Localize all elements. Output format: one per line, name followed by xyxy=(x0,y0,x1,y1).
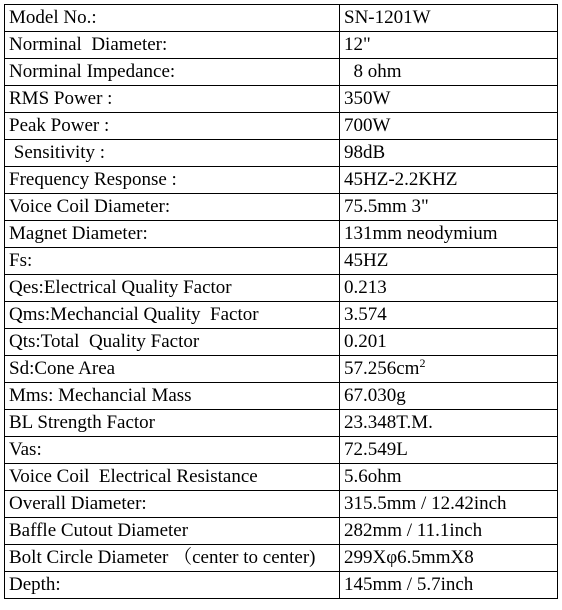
spec-value: 131mm neodymium xyxy=(340,221,558,248)
table-row xyxy=(5,86,558,113)
spec-value: 0.201 xyxy=(340,329,558,356)
spec-value: 350W xyxy=(340,86,558,113)
table-row xyxy=(5,32,558,59)
table-row xyxy=(5,545,558,572)
spec-value: 67.030g xyxy=(340,383,558,410)
table-row xyxy=(5,410,558,437)
spec-value: 23.348T.M. xyxy=(340,410,558,437)
spec-label: Magnet Diameter: xyxy=(5,221,340,248)
table-row xyxy=(5,5,558,32)
spec-label: Baffle Cutout Diameter xyxy=(5,518,340,545)
spec-table-body xyxy=(5,5,558,599)
spec-label: Model No.: xyxy=(5,5,340,32)
spec-value: 75.5mm 3" xyxy=(340,194,558,221)
spec-value: 5.6ohm xyxy=(340,464,558,491)
spec-value: 98dB xyxy=(340,140,558,167)
spec-value: SN-1201W xyxy=(340,5,558,32)
table-row xyxy=(5,248,558,275)
spec-label: Norminal Diameter: xyxy=(5,32,340,59)
spec-label: Vas: xyxy=(5,437,340,464)
spec-label: Qts:Total Quality Factor xyxy=(5,329,340,356)
spec-label: Bolt Circle Diameter （center to center) xyxy=(5,545,340,572)
spec-table xyxy=(4,4,558,599)
spec-label: RMS Power : xyxy=(5,86,340,113)
table-row xyxy=(5,437,558,464)
spec-value: 145mm / 5.7inch xyxy=(340,572,558,599)
spec-label: BL Strength Factor xyxy=(5,410,340,437)
table-row xyxy=(5,221,558,248)
table-row xyxy=(5,302,558,329)
spec-label: Voice Coil Diameter: xyxy=(5,194,340,221)
table-row xyxy=(5,113,558,140)
spec-label: Overall Diameter: xyxy=(5,491,340,518)
spec-label: Depth: xyxy=(5,572,340,599)
table-row xyxy=(5,356,558,383)
spec-label: Fs: xyxy=(5,248,340,275)
spec-value: 72.549L xyxy=(340,437,558,464)
spec-value: 45HZ xyxy=(340,248,558,275)
spec-label: Norminal Impedance: xyxy=(5,59,340,86)
table-row xyxy=(5,464,558,491)
spec-label: Frequency Response : xyxy=(5,167,340,194)
spec-value: 299Xφ6.5mmX8 xyxy=(340,545,558,572)
spec-value: 700W xyxy=(340,113,558,140)
table-row xyxy=(5,518,558,545)
spec-label: Qms:Mechancial Quality Factor xyxy=(5,302,340,329)
table-row xyxy=(5,329,558,356)
spec-value-text: 57.256cm xyxy=(344,358,420,379)
table-row xyxy=(5,383,558,410)
spec-value xyxy=(340,356,558,383)
spec-value: 12" xyxy=(340,32,558,59)
spec-label: Sd:Cone Area xyxy=(5,356,340,383)
table-row xyxy=(5,491,558,518)
spec-value: 315.5mm / 12.42inch xyxy=(340,491,558,518)
spec-value: 45HZ-2.2KHZ xyxy=(340,167,558,194)
spec-label: Qes:Electrical Quality Factor xyxy=(5,275,340,302)
spec-label: Voice Coil Electrical Resistance xyxy=(5,464,340,491)
spec-label: Mms: Mechancial Mass xyxy=(5,383,340,410)
spec-value: 282mm / 11.1inch xyxy=(340,518,558,545)
table-row xyxy=(5,275,558,302)
table-row xyxy=(5,59,558,86)
table-row xyxy=(5,167,558,194)
spec-label: Peak Power : xyxy=(5,113,340,140)
spec-label: Sensitivity : xyxy=(5,140,340,167)
table-row xyxy=(5,140,558,167)
table-row xyxy=(5,194,558,221)
spec-value: 0.213 xyxy=(340,275,558,302)
spec-value: 8 ohm xyxy=(340,59,558,86)
superscript-text: 2 xyxy=(419,356,426,370)
table-row xyxy=(5,572,558,599)
spec-value: 3.574 xyxy=(340,302,558,329)
